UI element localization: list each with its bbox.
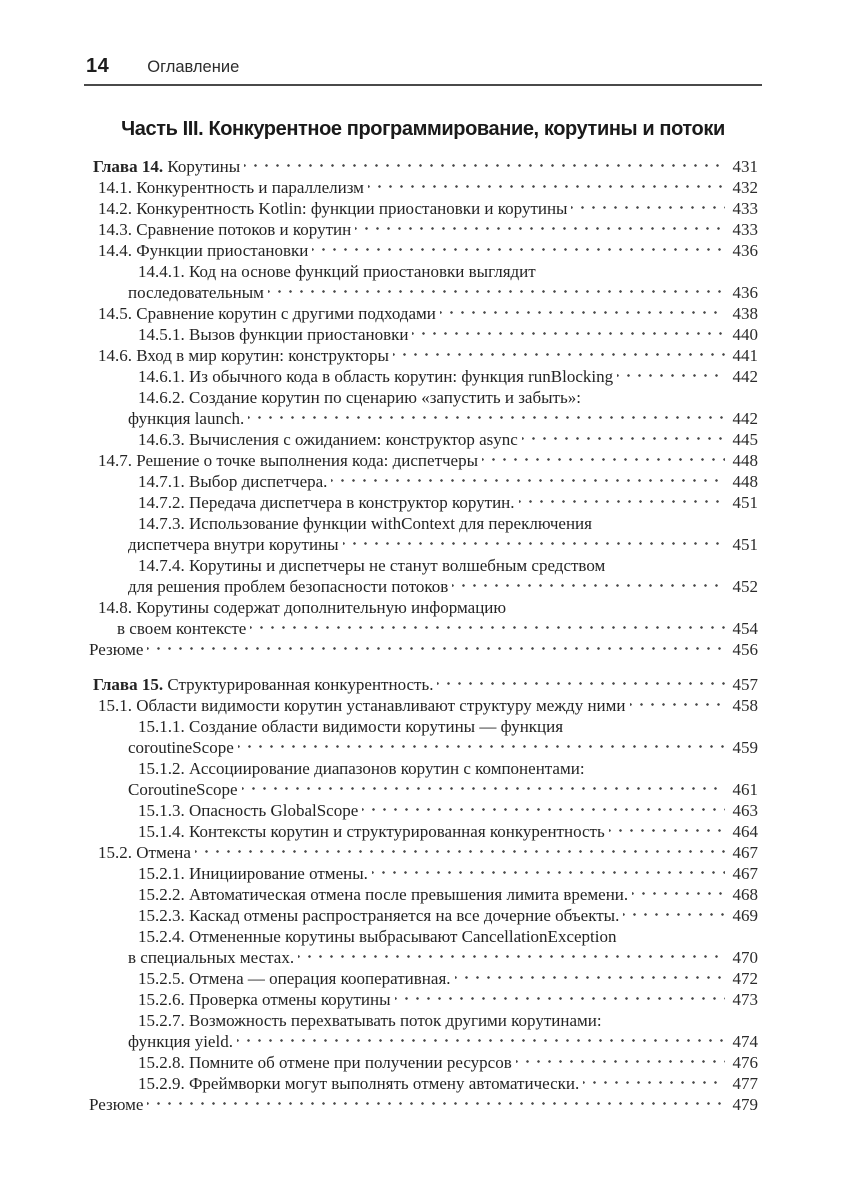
toc-page-number: 451	[732, 493, 758, 512]
toc-page-number: 470	[732, 948, 758, 967]
toc-page-number: 448	[732, 451, 758, 470]
toc-line	[88, 198, 758, 219]
toc-line	[88, 674, 758, 695]
dot-leader	[242, 783, 725, 800]
toc-entry-text: функция launch.	[128, 409, 245, 428]
toc-entry	[88, 863, 758, 884]
table-of-contents	[88, 117, 758, 1115]
toc-page-number: 436	[732, 241, 758, 260]
toc-page-number: 438	[732, 304, 758, 323]
toc-line	[88, 156, 758, 177]
toc-entry-text: 14.7.4. Корутины и диспетчеры не станут волшебным средством	[138, 556, 606, 575]
toc-page-number: 473	[732, 990, 758, 1009]
toc-entry-text: 14.1. Конкурентность и параллелизм	[98, 178, 364, 197]
dot-leader	[519, 496, 725, 513]
dot-leader	[238, 741, 725, 758]
toc-line	[88, 821, 758, 842]
toc-page-number: 464	[732, 822, 758, 841]
toc-page-number: 440	[732, 325, 758, 344]
toc-page-number: 472	[732, 969, 758, 988]
toc-page-number: 442	[732, 367, 758, 386]
toc-entry-text: 15.2.1. Инициирование отмены.	[138, 864, 368, 883]
dot-leader	[632, 888, 725, 905]
toc-entry-text: 15.1.4. Контексты корутин и структурированная конкурентность	[138, 822, 605, 841]
toc-entry-text: 15.2.2. Автоматическая отмена после превышения лимита времени.	[138, 885, 629, 904]
toc-entry-text: 14.6.1. Из обычного кода в область корутин: функция runBlocking	[138, 367, 614, 386]
toc-entry	[88, 1052, 758, 1073]
dot-leader	[617, 370, 725, 387]
toc-entries	[88, 156, 758, 1115]
toc-entry	[88, 366, 758, 387]
toc-line	[88, 779, 758, 800]
toc-line	[88, 968, 758, 989]
toc-line	[88, 345, 758, 366]
toc-line	[88, 947, 758, 968]
toc-entry	[88, 989, 758, 1010]
toc-entry-text: 15.2.6. Проверка отмены корутины	[138, 990, 391, 1009]
toc-entry-text: 15.2.5. Отмена — операция кооперативная.	[138, 969, 451, 988]
toc-entry-text: 15.1.3. Опасность GlobalScope	[138, 801, 359, 820]
toc-page-number: 459	[732, 738, 758, 757]
toc-entry-text: 14.4. Функции приостановки	[98, 241, 309, 260]
toc-page-number: 433	[732, 220, 758, 239]
toc-line	[88, 737, 758, 758]
dot-leader	[516, 1056, 725, 1073]
toc-line	[88, 429, 758, 450]
toc-entry-text: 14.6. Вход в мир корутин: конструкторы	[98, 346, 389, 365]
toc-chapter-label: Глава 15.	[93, 675, 164, 694]
toc-line	[88, 471, 758, 492]
dot-leader	[312, 244, 725, 261]
toc-chapter-label: Глава 14.	[93, 157, 164, 176]
toc-page-number: 461	[732, 780, 758, 799]
dot-leader	[237, 1035, 725, 1052]
toc-entry	[88, 345, 758, 366]
dot-leader	[452, 580, 725, 597]
toc-line	[88, 1031, 758, 1052]
toc-entry-text: 14.6.3. Вычисления с ожиданием: конструктор async	[138, 430, 518, 449]
dot-leader	[195, 846, 725, 863]
dot-leader	[147, 643, 725, 660]
dot-leader	[437, 678, 725, 695]
toc-entry	[88, 1094, 758, 1115]
toc-entry-text: 15.1.2. Ассоциирование диапазонов корутин с компонентами:	[138, 759, 585, 778]
toc-entry	[88, 968, 758, 989]
dot-leader	[368, 181, 725, 198]
toc-entry-text: 14.4.1. Код на основе функций приостановки выглядит	[138, 262, 536, 281]
toc-page-number: 433	[732, 199, 758, 218]
toc-line	[88, 597, 758, 618]
toc-page-number: 474	[732, 1032, 758, 1051]
toc-entry-text: 15.2. Отмена	[98, 843, 191, 862]
toc-line	[88, 450, 758, 471]
toc-entry	[88, 800, 758, 821]
toc-line	[88, 261, 758, 282]
toc-line	[88, 555, 758, 576]
dot-leader	[482, 454, 725, 471]
toc-line	[88, 989, 758, 1010]
toc-line	[88, 576, 758, 597]
toc-entry	[88, 429, 758, 450]
toc-entry-text: функция yield.	[128, 1032, 233, 1051]
toc-entry-text: 14.8. Корутины содержат дополнительную информацию	[98, 598, 507, 617]
folio-page-number: 14	[86, 55, 110, 77]
toc-line	[88, 513, 758, 534]
toc-entry-text: 14.5.1. Вызов функции приостановки	[138, 325, 409, 344]
toc-line	[88, 324, 758, 345]
toc-entry-text: 15.2.9. Фреймворки могут выполнять отмену автоматически.	[138, 1074, 580, 1093]
toc-page-number: 467	[732, 864, 758, 883]
toc-line	[88, 618, 758, 639]
dot-leader	[522, 433, 725, 450]
toc-entry	[88, 597, 758, 639]
toc-entry-text: Резюме	[89, 1095, 144, 1114]
part-title: Часть III. Конкурентное программирование, корутины и потоки	[121, 118, 725, 140]
dot-leader	[147, 1098, 725, 1115]
toc-page-number: 454	[732, 619, 758, 638]
toc-line	[88, 926, 758, 947]
toc-page-number: 452	[732, 577, 758, 596]
toc-line	[88, 1052, 758, 1073]
dot-leader	[298, 951, 725, 968]
dot-leader	[268, 286, 725, 303]
dot-leader	[244, 160, 725, 177]
toc-entry-text: 14.7.1. Выбор диспетчера.	[138, 472, 328, 491]
dot-leader	[583, 1077, 725, 1094]
toc-entry	[88, 261, 758, 303]
toc-entry-text: 15.2.4. Отмененные корутины выбрасывают CancellationException	[138, 927, 617, 946]
dot-leader	[571, 202, 725, 219]
toc-entry-text: 14.6.2. Создание корутин по сценарию «запустить и забыть»:	[138, 388, 581, 407]
dot-leader	[623, 909, 725, 926]
toc-entry-text: 14.7. Решение о точке выполнения кода: диспетчеры	[98, 451, 479, 470]
toc-entry	[88, 240, 758, 261]
toc-page-number: 458	[732, 696, 758, 715]
header-rule	[84, 84, 762, 86]
toc-page-number: 469	[732, 906, 758, 925]
dot-leader	[248, 412, 725, 429]
toc-page-number: 467	[732, 843, 758, 862]
toc-entry	[88, 1073, 758, 1094]
toc-entry-text: 14.3. Сравнение потоков и корутин	[98, 220, 352, 239]
dot-leader	[362, 804, 725, 821]
toc-entry	[88, 324, 758, 345]
toc-page-number: 451	[732, 535, 758, 554]
dot-leader	[412, 328, 725, 345]
dot-leader	[440, 307, 725, 324]
toc-line	[88, 534, 758, 555]
toc-page-number: 445	[732, 430, 758, 449]
toc-line	[88, 842, 758, 863]
toc-entry	[88, 177, 758, 198]
toc-entry-text: Глава 14. Корутины	[93, 157, 241, 176]
toc-entry	[88, 674, 758, 695]
toc-entry	[88, 198, 758, 219]
toc-page-number: 436	[732, 283, 758, 302]
toc-line	[88, 695, 758, 716]
toc-entry	[88, 450, 758, 471]
toc-line	[88, 639, 758, 660]
toc-entry-text: 15.1. Области видимости корутин устанавливают структуру между ними	[98, 696, 626, 715]
toc-entry-text: Резюме	[89, 640, 144, 659]
toc-entry	[88, 926, 758, 968]
dot-leader	[630, 699, 725, 716]
toc-entry	[88, 156, 758, 177]
toc-entry-text: в специальных местах.	[128, 948, 295, 967]
toc-entry-text: 14.7.2. Передача диспетчера в конструктор корутин.	[138, 493, 515, 512]
running-head-title: Оглавление	[147, 58, 240, 76]
toc-entry	[88, 716, 758, 758]
toc-entry	[88, 639, 758, 660]
toc-entry-text: 15.2.3. Каскад отмены распространяется на все дочерние объекты.	[138, 906, 620, 925]
dot-leader	[372, 867, 725, 884]
dot-leader	[393, 349, 725, 366]
toc-entry	[88, 884, 758, 905]
toc-line	[88, 1010, 758, 1031]
toc-entry-text: 14.5. Сравнение корутин с другими подходами	[98, 304, 436, 323]
dot-leader	[331, 475, 725, 492]
toc-entry-text: coroutineScope	[128, 738, 234, 757]
toc-entry	[88, 555, 758, 597]
toc-entry	[88, 1010, 758, 1052]
toc-entry-text: в своем контексте	[117, 619, 247, 638]
toc-entry-text: последовательным	[128, 283, 264, 302]
toc-line	[88, 282, 758, 303]
toc-line	[88, 177, 758, 198]
toc-page-number: 479	[732, 1095, 758, 1114]
toc-page-number: 456	[732, 640, 758, 659]
toc-entry	[88, 842, 758, 863]
dot-leader	[343, 538, 725, 555]
dot-leader	[609, 825, 725, 842]
toc-line	[88, 1094, 758, 1115]
toc-entry	[88, 695, 758, 716]
toc-line	[88, 800, 758, 821]
dot-leader	[395, 993, 725, 1010]
toc-line	[88, 408, 758, 429]
toc-entry-text: 15.2.8. Помните об отмене при получении ресурсов	[138, 1053, 512, 1072]
toc-line	[88, 219, 758, 240]
toc-line	[88, 366, 758, 387]
toc-entry	[88, 758, 758, 800]
toc-page-number: 476	[732, 1053, 758, 1072]
toc-entry-text: 15.1.1. Создание области видимости корутины — функция	[138, 717, 564, 736]
toc-line	[88, 492, 758, 513]
toc-page-number: 442	[732, 409, 758, 428]
toc-line	[88, 863, 758, 884]
toc-entry-text: 15.2.7. Возможность перехватывать поток другими корутинами:	[138, 1011, 602, 1030]
toc-page-number: 463	[732, 801, 758, 820]
toc-line	[88, 905, 758, 926]
toc-entry-text: диспетчера внутри корутины	[128, 535, 339, 554]
toc-line	[88, 884, 758, 905]
toc-line	[88, 716, 758, 737]
toc-line	[88, 1073, 758, 1094]
toc-page-number: 477	[732, 1074, 758, 1093]
dot-leader	[455, 972, 725, 989]
toc-page-number: 431	[732, 157, 758, 176]
toc-page-number: 441	[732, 346, 758, 365]
page-header	[86, 55, 760, 78]
toc-line	[88, 387, 758, 408]
toc-line	[88, 758, 758, 779]
toc-entry	[88, 905, 758, 926]
toc-entry	[88, 219, 758, 240]
toc-page-number: 468	[732, 885, 758, 904]
toc-entry	[88, 513, 758, 555]
toc-entry-text: 14.2. Конкурентность Kotlin: функции приостановки и корутины	[98, 199, 568, 218]
toc-line	[88, 240, 758, 261]
toc-entry	[88, 303, 758, 324]
toc-entry	[88, 821, 758, 842]
toc-line	[88, 303, 758, 324]
toc-page-number: 432	[732, 178, 758, 197]
toc-entry	[88, 387, 758, 429]
dot-leader	[250, 622, 725, 639]
toc-entry	[88, 492, 758, 513]
toc-entry-text: CoroutineScope	[128, 780, 238, 799]
toc-page-number: 457	[732, 675, 758, 694]
dot-leader	[355, 223, 725, 240]
toc-entry	[88, 471, 758, 492]
toc-entry-text: 14.7.3. Использование функции withContext для переключения	[138, 514, 592, 533]
toc-page-number: 448	[732, 472, 758, 491]
toc-entry-text: для решения проблем безопасности потоков	[128, 577, 449, 596]
toc-entry-text: Глава 15. Структурированная конкурентность.	[93, 675, 434, 694]
